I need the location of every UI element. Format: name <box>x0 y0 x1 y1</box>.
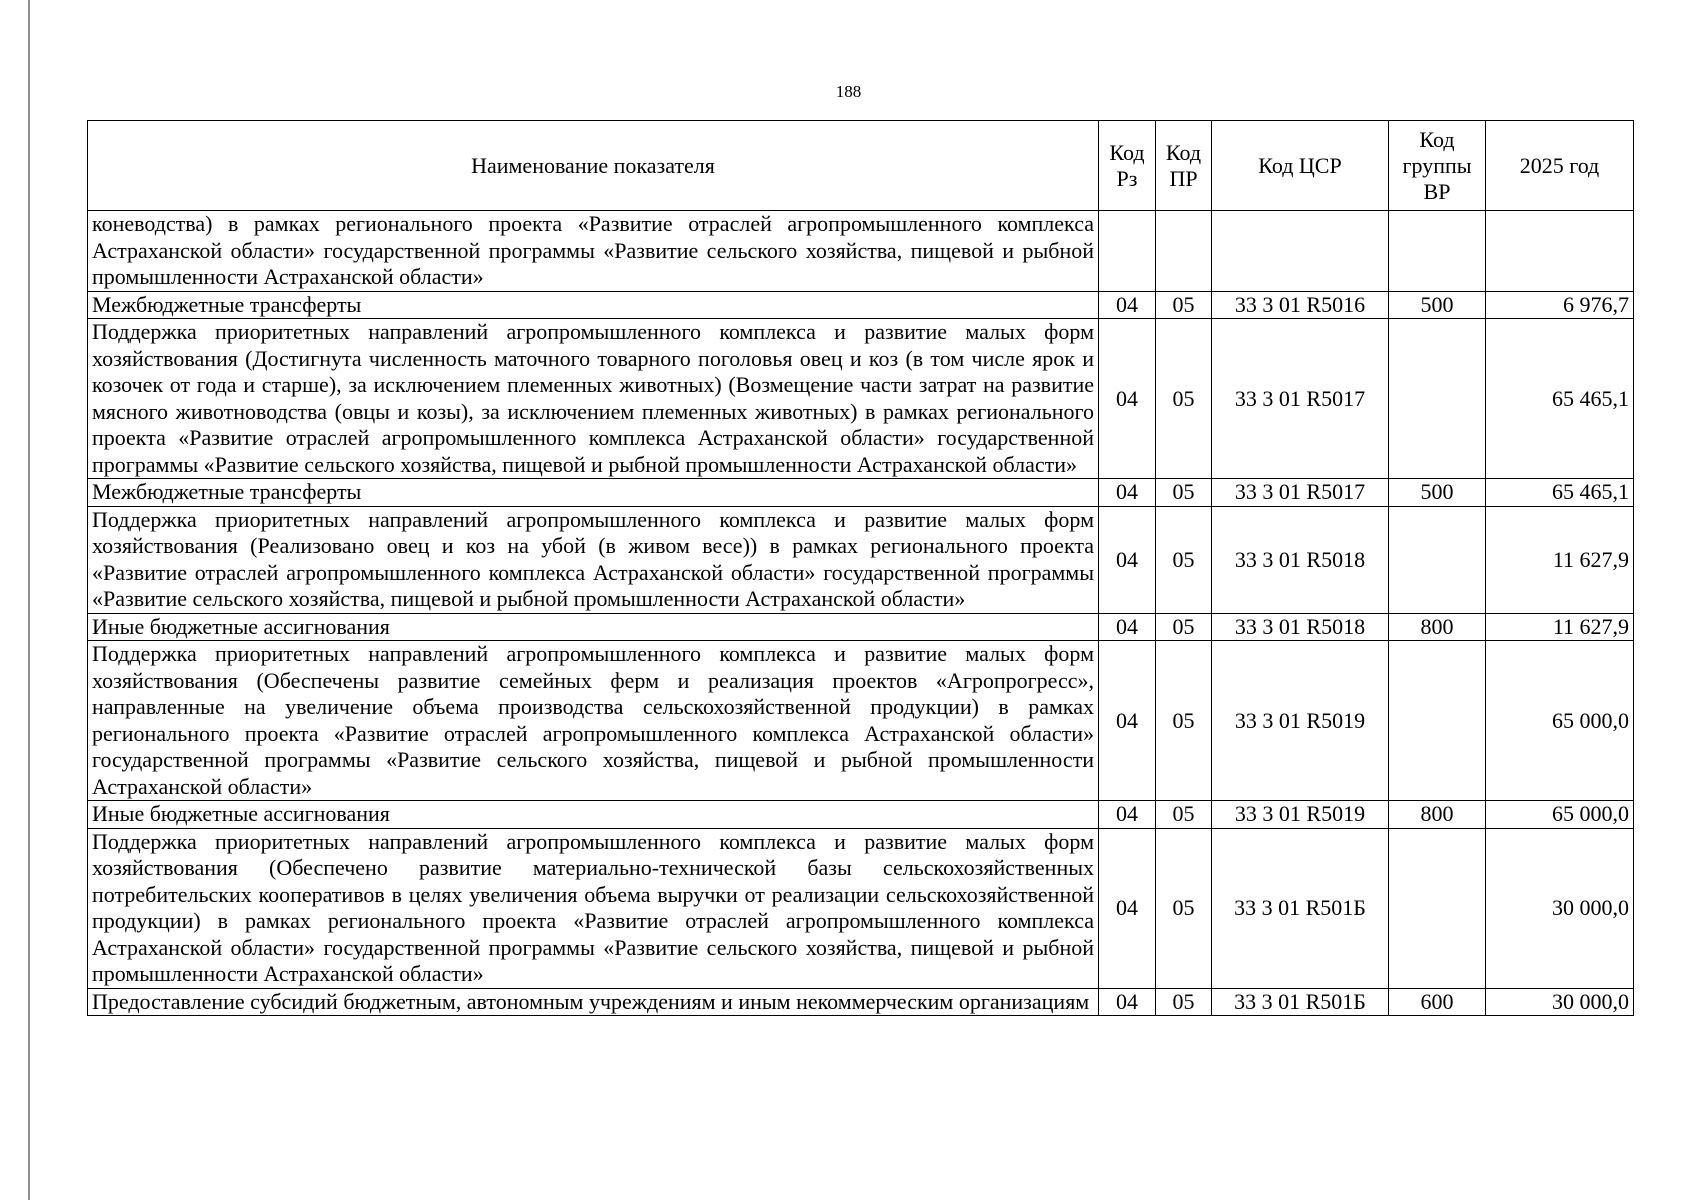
row-rz: 04 <box>1099 828 1156 988</box>
table-row <box>88 506 1634 613</box>
row-name: Поддержка приоритетных направлений агропромышленного комплекса и развитие малых форм хозяйствования (Достигнута численность маточного товарного поголовья овец и коз (в том числе ярок и козочек от года и старше), за исключением племенных животных) (Возмещение части затрат на развитие мясного животноводства (овцы и козы), за исключением племенных животных) в рамках регионального проекта «Развитие отраслей агропромышленного комплекса Астраханской области» государственной программы «Развитие сельского хозяйства, пищевой и рыбной промышленности Астраханской области» <box>88 319 1099 479</box>
binding-margin-line <box>28 0 30 1200</box>
row-pr: 05 <box>1156 801 1212 829</box>
table-row <box>88 211 1634 292</box>
row-amount: 65 000,0 <box>1486 641 1634 801</box>
row-rz: 04 <box>1099 988 1156 1016</box>
row-name: Поддержка приоритетных направлений агропромышленного комплекса и развитие малых форм хозяйствования (Обеспечены развитие семейных ферм и реализация проектов «Агропрогресс», направленные на увеличение объема производства сельскохозяйственной продукции) в рамках регионального проекта «Развитие отраслей агропромышленного комплекса Астраханской области» государственной программы «Развитие сельского хозяйства, пищевой и рыбной промышленности Астраханской области» <box>88 641 1099 801</box>
row-pr: 05 <box>1156 613 1212 641</box>
row-pr: 05 <box>1156 291 1212 319</box>
row-csr: 33 3 01 R5016 <box>1212 291 1389 319</box>
row-rz: 04 <box>1099 613 1156 641</box>
row-name: Поддержка приоритетных направлений агропромышленного комплекса и развитие малых форм хозяйствования (Обеспечено развитие материально-технической базы сельскохозяйственных потребительских кооперативов в целях увеличения объема выручки от реализации сельскохозяйственной продукции) в рамках регионального проекта «Развитие отраслей агропромышленного комплекса Астраханской области» государственной программы «Развитие сельского хозяйства, пищевой и рыбной промышленности Астраханской области» <box>88 828 1099 988</box>
row-csr: 33 3 01 R5019 <box>1212 641 1389 801</box>
row-amount: 65 465,1 <box>1486 479 1634 507</box>
table-row <box>88 613 1634 641</box>
row-amount: 30 000,0 <box>1486 988 1634 1016</box>
row-vr: 800 <box>1389 801 1486 829</box>
row-vr: 600 <box>1389 988 1486 1016</box>
table-row <box>88 988 1634 1016</box>
row-rz: 04 <box>1099 291 1156 319</box>
row-pr: 05 <box>1156 506 1212 613</box>
row-pr: 05 <box>1156 988 1212 1016</box>
page-number: 188 <box>835 82 862 101</box>
row-name: Иные бюджетные ассигнования <box>88 613 1099 641</box>
row-amount <box>1486 211 1634 292</box>
row-vr: 800 <box>1389 613 1486 641</box>
row-amount: 6 976,7 <box>1486 291 1634 319</box>
row-amount: 65 465,1 <box>1486 319 1634 479</box>
row-vr: 500 <box>1389 479 1486 507</box>
budget-table <box>87 120 1634 1016</box>
row-rz: 04 <box>1099 479 1156 507</box>
row-csr: 33 3 01 R5017 <box>1212 319 1389 479</box>
row-csr: 33 3 01 R501Б <box>1212 828 1389 988</box>
row-pr <box>1156 211 1212 292</box>
row-amount: 65 000,0 <box>1486 801 1634 829</box>
row-rz <box>1099 211 1156 292</box>
table-row <box>88 291 1634 319</box>
row-rz: 04 <box>1099 801 1156 829</box>
row-rz: 04 <box>1099 641 1156 801</box>
row-pr: 05 <box>1156 828 1212 988</box>
row-vr <box>1389 506 1486 613</box>
header-csr: Код ЦСР <box>1212 121 1389 211</box>
row-vr <box>1389 211 1486 292</box>
table-row <box>88 801 1634 829</box>
row-rz: 04 <box>1099 319 1156 479</box>
row-name: Межбюджетные трансферты <box>88 479 1099 507</box>
table-row <box>88 479 1634 507</box>
header-vr: Код группы ВР <box>1389 121 1486 211</box>
header-amount: 2025 год <box>1486 121 1634 211</box>
header-rz: Код Рз <box>1099 121 1156 211</box>
table-row <box>88 319 1634 479</box>
row-rz: 04 <box>1099 506 1156 613</box>
row-pr: 05 <box>1156 641 1212 801</box>
row-name: Иные бюджетные ассигнования <box>88 801 1099 829</box>
row-name: Поддержка приоритетных направлений агропромышленного комплекса и развитие малых форм хозяйствования (Реализовано овец и коз на убой (в живом весе)) в рамках регионального проекта «Развитие отраслей агропромышленного комплекса Астраханской области» государственной программы «Развитие сельского хозяйства, пищевой и рыбной промышленности Астраханской области» <box>88 506 1099 613</box>
row-pr: 05 <box>1156 319 1212 479</box>
row-vr <box>1389 319 1486 479</box>
row-vr <box>1389 828 1486 988</box>
header-name: Наименование показателя <box>88 121 1099 211</box>
row-csr: 33 3 01 R5017 <box>1212 479 1389 507</box>
row-csr: 33 3 01 R501Б <box>1212 988 1389 1016</box>
row-vr <box>1389 641 1486 801</box>
row-amount: 30 000,0 <box>1486 828 1634 988</box>
row-amount: 11 627,9 <box>1486 613 1634 641</box>
row-csr: 33 3 01 R5018 <box>1212 506 1389 613</box>
row-pr: 05 <box>1156 479 1212 507</box>
row-name: коневодства) в рамках регионального проекта «Развитие отраслей агропромышленного комплекса Астраханской области» государственной программы «Развитие сельского хозяйства, пищевой и рыбной промышленности Астраханской области» <box>88 211 1099 292</box>
row-csr: 33 3 01 R5019 <box>1212 801 1389 829</box>
table-row <box>88 641 1634 801</box>
row-vr: 500 <box>1389 291 1486 319</box>
row-name: Межбюджетные трансферты <box>88 291 1099 319</box>
table-row <box>88 828 1634 988</box>
header-pr: Код ПР <box>1156 121 1212 211</box>
row-name: Предоставление субсидий бюджетным, автономным учреждениям и иным некоммерческим организациям <box>88 988 1099 1016</box>
row-csr: 33 3 01 R5018 <box>1212 613 1389 641</box>
table-header-row <box>88 121 1634 211</box>
row-csr <box>1212 211 1389 292</box>
row-amount: 11 627,9 <box>1486 506 1634 613</box>
